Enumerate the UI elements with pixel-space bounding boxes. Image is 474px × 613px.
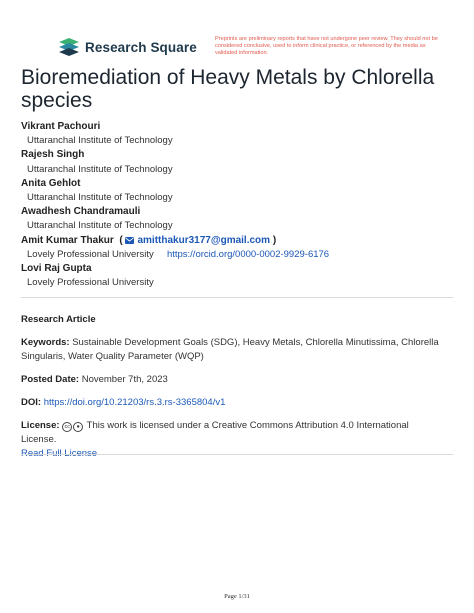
logo-text: Research Square: [85, 39, 197, 55]
research-square-logo[interactable]: [57, 37, 197, 57]
author-list: [21, 120, 461, 290]
doi-label: DOI:: [21, 397, 42, 408]
author-name: Lovi Raj Gupta: [21, 263, 92, 275]
author-affiliation: Uttaranchal Institute of Technology: [27, 220, 173, 232]
author-name: Amit Kumar Thakur: [21, 234, 114, 246]
author-email-link[interactable]: [125, 235, 272, 246]
license-label: License:: [21, 420, 60, 431]
section-divider: [21, 454, 453, 455]
corresponding-author: Amit Kumar Thakur ( amitthakur3177@gmail.com ): [21, 234, 277, 246]
by-icon: ●: [73, 422, 83, 432]
posted-date-value: November 7th, 2023: [81, 374, 168, 385]
keywords-label: Keywords:: [21, 337, 70, 348]
author-affiliation: Lovely Professional University: [27, 248, 154, 260]
page-number: Page 1/31: [224, 593, 250, 600]
author-name: Awadhesh Chandramauli: [21, 206, 141, 218]
author-name: Vikrant Pachouri: [21, 121, 101, 132]
cc-icon: cc: [62, 422, 72, 432]
preprint-disclaimer: Preprints are preliminary reports that have not undergone peer review. They should not be considered conclusive, used to inform clinical practice, or referenced by the media as validated information.: [215, 36, 438, 57]
license-text: This work is licensed under a Creative Commons Attribution 4.0 International License.: [21, 420, 409, 445]
author-name: Rajesh Singh: [21, 149, 85, 161]
author-affiliation: Uttaranchal Institute of Technology: [27, 192, 173, 204]
doi: [21, 396, 441, 410]
author-affiliation: Uttaranchal Institute of Technology: [27, 163, 173, 175]
author-name: Anita Gehlot: [21, 177, 81, 189]
research-square-logo-icon: [57, 37, 81, 57]
posted-date: [21, 373, 441, 387]
author-affiliation: Lovely Professional University: [27, 277, 154, 289]
author-email: amitthakur3177@gmail.com: [137, 234, 271, 246]
keywords-value: Sustainable Development Goals (SDG), Heavy Metals, Chlorella Minutissima, Chlorella Singularis, Water Quality Parameter (WQP): [21, 337, 439, 362]
section-divider: [21, 297, 453, 298]
author-affiliation: Uttaranchal Institute of Technology: [27, 135, 173, 147]
article-type: Research Article: [21, 314, 96, 325]
doi-link[interactable]: https://doi.org/10.21203/rs.3.rs-3365804/v1: [43, 397, 226, 408]
orcid-link[interactable]: https://orcid.org/0000-0002-9929-6176: [166, 248, 330, 260]
envelope-icon: [125, 237, 134, 244]
paper-title: Bioremediation of Heavy Metals by Chlorella species: [21, 66, 435, 112]
author-affiliation-row: [21, 248, 461, 262]
keywords: [21, 336, 441, 364]
posted-date-label: Posted Date:: [21, 374, 80, 385]
